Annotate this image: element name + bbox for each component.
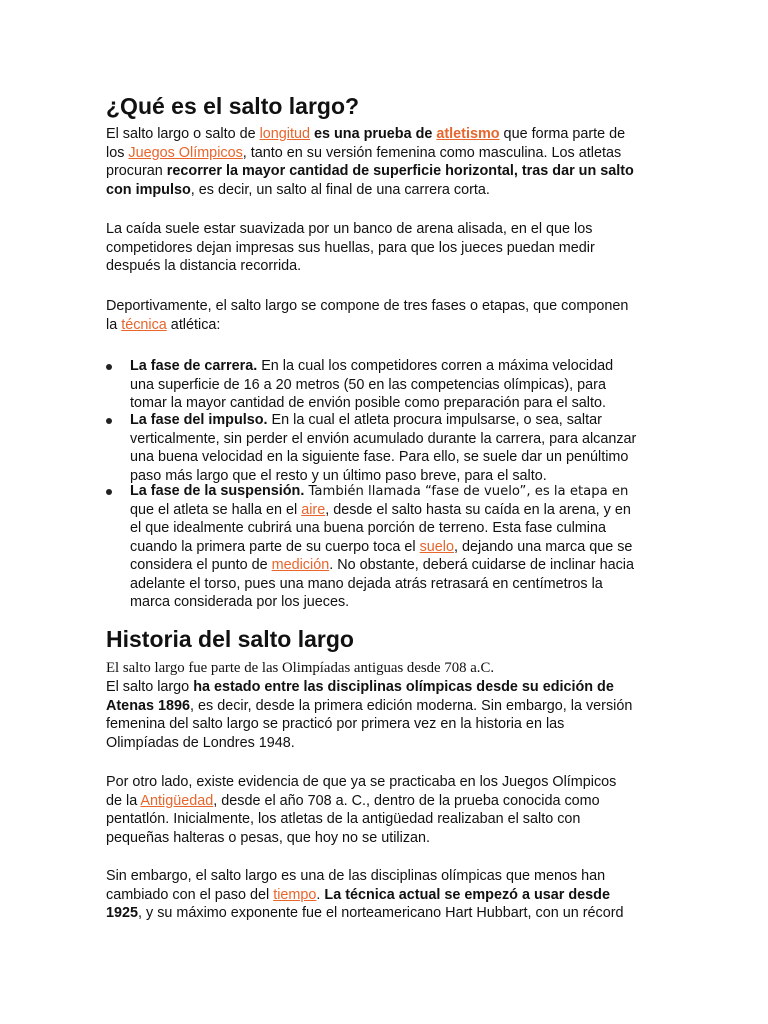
paragraph-antiguedad [106,773,666,847]
list-item-fase-impulso [130,411,670,485]
text: El salto largo o salto de [106,126,260,142]
text-line: Deportivamente, el salto largo se compone de tres fases o etapas, que componen [106,298,629,314]
link-medicion[interactable]: medición [271,557,330,573]
text: , es decir, desde la primera edición moderna. Sin embargo, la versión [190,697,633,714]
text-line: competidores dejan impresas sus huellas, para que los jueces puedan medir [106,239,595,256]
text-line: paso más largo que el resto y un último paso breve, para el salto. [130,467,547,484]
text-line: adelante el torso, pues una mano dejada atrás retrasará en centímetros la [130,575,603,592]
text-line: femenina del salto largo se practicó por primera vez en la historia en las [106,716,565,732]
text-line: una buena velocidad en la siguiente fase. Para ello, se suele dar un penúltimo [130,449,629,465]
link-longitud[interactable]: longitud [259,126,311,142]
text: , y su máximo exponente fue el norteamericano Hart Hubbart, con un récord [138,905,624,921]
text: En la cual el atleta procura impulsarse, o sea, saltar [267,412,602,428]
text: cuando la primera parte de su cuerpo toca el [130,538,420,555]
text: considera el punto de [130,557,272,573]
text: la [106,316,122,333]
text-line: después la distancia recorrida. [106,258,302,274]
link-aire[interactable]: aire [301,501,326,518]
image-caption: El salto largo fue parte de las Olimpíadas antiguas desde 708 a.C. [106,660,495,676]
link-antiguedad[interactable]: Antigüedad [140,792,214,809]
link-tecnica[interactable]: técnica [121,316,167,333]
text-line: una superficie de 16 a 20 metros (50 en las competencias olímpicas), para [130,376,606,393]
link-suelo[interactable]: suelo [419,538,454,555]
bold-text: recorrer la mayor cantidad de superficie horizontal, tras dar un salto [166,163,634,179]
section-title-que-es: ¿Qué es el salto largo? [106,93,360,119]
bold-text: Atenas 1896 [106,697,190,714]
text: , dejando una marca que se [454,538,633,555]
section-title-historia: Historia del salto largo [106,626,354,652]
link-juegos-olimpicos[interactable]: Juegos Olímpicos [128,144,243,161]
paragraph-tecnica-actual [106,867,666,923]
text-line: pequeñas halteras o pesas, que hoy no se utilizan. [106,829,431,846]
text-line: el que idealmente cubrirá una buena porción de terreno. Esta fase culmina [130,520,606,536]
text: que el atleta se halla en el [130,501,302,518]
bullet-marker [106,418,112,424]
link-atletismo[interactable]: atletismo [436,126,500,142]
text-line: Olimpíadas de Londres 1948. [106,734,295,751]
text-line: marca considerada por los jueces. [130,594,350,610]
list-item-fase-carrera [130,357,670,413]
bold-text: La fase de la suspensión. [130,483,305,499]
text: En la cual los competidores corren a máxima velocidad [257,358,614,374]
text-line: verticalmente, sin perder el envión acumulado durante la carrera, para alcanzar [130,430,637,447]
text-line: pentatlón. Inicialmente, los atletas de la antigüedad realizaban el salto con [106,811,581,827]
bold-text: es una prueba de [310,126,437,142]
bold-text: La técnica actual se empezó a usar desde [324,886,610,903]
bold-text: ha estado entre las disciplinas olímpicas desde su edición de [193,679,614,695]
text: de la [106,792,141,809]
text: procuran [106,163,167,179]
text: atlética: [166,316,221,333]
text: , desde el año 708 a. C., dentro de la prueba conocida como [213,792,600,809]
bold-text: La fase de carrera. [130,358,258,374]
text: . [316,886,325,903]
bold-text: La fase del impulso. [130,412,268,428]
text: El salto largo [106,679,194,695]
paragraph-caida [106,220,666,276]
text: los [106,144,129,161]
text: , es decir, un salto al final de una carrera corta. [190,181,490,198]
bold-text: con impulso [106,181,191,198]
text-line: Sin embargo, el salto largo es una de las disciplinas olímpicas que menos han [106,868,606,884]
paragraph-historia [106,678,666,752]
link-tiempo[interactable]: tiempo [273,886,317,903]
text: cambiado con el paso del [106,886,274,903]
paragraph-intro [106,125,666,199]
text: , tanto en su versión femenina como masculina. Los atletas [242,144,622,161]
paragraph-fases [106,297,666,334]
bullet-marker [106,489,112,495]
text: , desde el salto hasta su caída en la arena, y en [325,501,631,518]
text: que forma parte de [499,126,626,142]
list-item-fase-suspension [130,482,670,612]
bold-text: 1925 [106,905,139,921]
text-line: tomar la mayor cantidad de envión posible como preparación para el salto. [130,395,606,411]
text-line: Por otro lado, existe evidencia de que ya se practicaba en los Juegos Olímpicos [106,774,617,790]
text: También llamada “fase de vuelo”, es la etapa en [304,484,629,499]
bullet-marker [106,364,112,370]
text: . No obstante, deberá cuidarse de inclinar hacia [329,557,634,573]
text-line: La caída suele estar suavizada por un banco de arena alisada, en el que los [106,221,593,237]
